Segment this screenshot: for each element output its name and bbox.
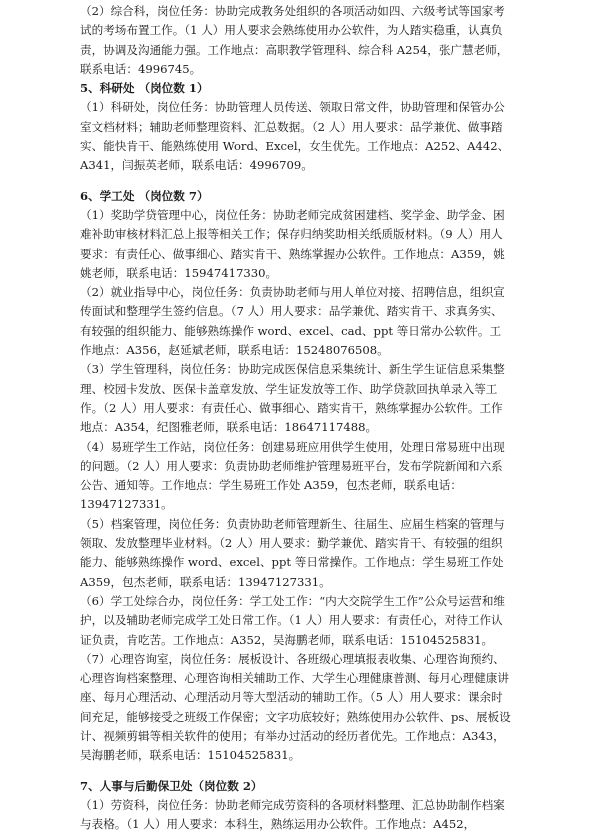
paragraph-payroll-section: （1）劳资科，岗位任务：协助老师完成劳资科的各项材料整理、汇总协助制作档案与表格。（1 人）用人要求：本科生，熟练运用办公软件。工作地点：A452，: [80, 797, 505, 832]
paragraph-career-center: （2）就业指导中心，岗位任务：负责协助老师与用人单位对接、招聘信息，组织宣传面试和整理学生签约信息。（7 人）用人要求：品学兼优、踏实肯干、求真务实、有较强的组织能力、能够熟练操作 word、excel、cad、ppt 等日常办公软件。工作地点：A356，赵延斌老师，联系电话：15248076508。: [80, 285, 505, 358]
section-heading-hr-logistics: 7、人事与后勤保卫处（岗位数 2）: [80, 778, 263, 793]
paragraph-student-affairs-office: （6）学工处综合办，岗位任务：学工处工作：“内大交院学生工作”公众号运营和维护，以及辅助老师完成学工处日常工作。（1 人）用人要求：有责任心，对待工作认证负责，肯吃苦。工作地点：A352，吴海鹏老师，联系电话：15104525831。: [80, 593, 506, 647]
section-spacer: [80, 176, 512, 187]
paragraph-research-office: （1）科研处，岗位任务：协助管理人员传送、领取日常文件，协助管理和保管办公室文档材料；辅助老师整理资料、汇总数据。（2 人）用人要求：品学兼优、做事踏实、能快肯干、能熟练使用 Word、Excel，女生优先。工作地点：A252、A442、A341，闫振英老师，联系电话：4996709。: [80, 100, 510, 173]
paragraph-financial-aid-center: （1）奖助学贷管理中心，岗位任务：协助老师完成贫困建档、奖学金、助学金、困难补助审核材料汇总上报等相关工作；保存归纳奖助相关纸质版材料。（9 人）用人要求：有责任心、做事细心、踏实肯干、熟练掌握办公软件。工作地点：A359，姚姚老师，联系电话：15947417330。: [80, 207, 505, 280]
paragraph-student-management: （3）学生管理科，岗位任务：协助完成医保信息采集统计、新生学生证信息采集整理、校园卡发放、医保卡盖章发放、学生证发放等工作、助学贷款回执单录入等工作。（2 人）用人要求：有责任心、做事细心、踏实肯干，熟练掌握办公软件。工作地点：A354，纪图雅老师，联系电话：18647117488。: [80, 362, 505, 435]
paragraph-archive-management: （5）档案管理，岗位任务：负责协助老师管理新生、往届生、应届生档案的管理与领取、发放整理毕业材料。（2 人）用人要求：勤学兼优、踏实肯干、有较强的组织能力、能够熟练操作 word、excel、ppt 等日常操作。工作地点：学生易班工作处 A359，包杰老师，联系电话：13947127331。: [80, 516, 505, 589]
paragraph-counseling-room: （7）心理咨询室，岗位任务：展板设计、各班级心理填报表收集、心理咨询预约、心理咨询档案整理、心理咨询相关辅助工作、大学生心理健康普测、每月心理健康讲座、每月心理活动、心理活动月等大型活动的辅助工作。（5 人）用人要求：课余时间充足，能够接受之班级工作保密；文字功底较好；熟练使用办公软件、ps、展板设计、视频剪辑等相关软件的使用；有举办过活动的经历者优先。工作地点：A343，吴海鹏老师，联系电话：15104525831。: [80, 651, 511, 763]
section-spacer: [80, 766, 512, 777]
section-heading-student-affairs: 6、学工处 （岗位数 7）: [80, 188, 209, 203]
paragraph-yiban-station: （4）易班学生工作站，岗位任务：创建易班应用供学生使用，处理日常易班中出现的问题。（2 人）用人要求：负责协助老师维护管理易班平台，发布学院新闻和六系公告、通知等。工作地点：学生易班工作处 A359，包杰老师，联系电话：13947127331。: [80, 439, 505, 512]
section-heading-research-office: 5、科研处 （岗位数 1）: [80, 81, 209, 96]
paragraph-general-office: （2）综合科，岗位任务：协助完成教务处组织的各项活动如四、六级考试等国家考试的考场布置工作。（1 人）用人要求会熟练使用办公软件，为人踏实稳重，认真负责，协调及沟通能力强。工作地点：高职教学管理科、综合科 A254，张广慧老师，联系电话：4996745。: [80, 4, 509, 76]
